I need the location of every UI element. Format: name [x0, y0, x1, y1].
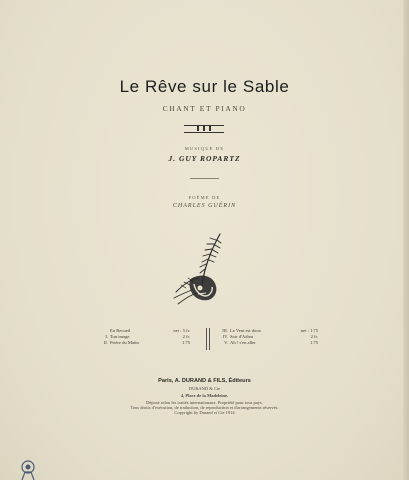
- music-by-label: MUSIQUE DE: [184, 146, 225, 151]
- composer-name: J. GUY ROPARTZ: [168, 154, 241, 163]
- song-price: 2 fr.: [182, 334, 190, 339]
- copyright-line: Copyright by Durand et Cie 1914: [174, 410, 235, 415]
- song-price: net : 1.75: [300, 328, 318, 333]
- song-title: Le Vent est doux: [230, 328, 261, 333]
- song-price: 2 fr.: [310, 334, 318, 339]
- work-title: Le Rêve sur le Sable: [119, 77, 290, 96]
- poet-name: CHARLES GUÉRIN: [172, 203, 237, 209]
- song-number: IV.: [222, 334, 228, 339]
- work-subtitle: CHANT ET PIANO: [162, 104, 247, 113]
- song-number: II.: [103, 340, 108, 345]
- song-title: Prière du Matin: [110, 340, 139, 345]
- song-list-separator: [206, 328, 210, 350]
- song-price: 1.75: [181, 340, 190, 345]
- song-price: net : 5 fr.: [173, 328, 190, 333]
- library-stamp-icon: [18, 458, 38, 480]
- roman-numeral-ornament: [184, 125, 224, 133]
- song-title: En Recueil: [110, 328, 131, 333]
- song-list-left: [98, 328, 190, 346]
- divider-line: [190, 178, 219, 179]
- palm-vignette-illustration: [168, 228, 228, 308]
- publisher-name: Paris, A. DURAND & FILS, Éditeurs: [158, 378, 251, 384]
- song-list-right: [218, 328, 318, 346]
- rights-notice: Tous droits d'exécution, de traduction, de reproduction et d'arrangements réservés.: [130, 405, 279, 410]
- song-price: 1.75: [309, 340, 318, 345]
- song-list: [98, 328, 318, 352]
- song-title: Ah ! s'en aller: [230, 340, 256, 345]
- song-row: [98, 340, 190, 346]
- song-title: Soir d'Adieu: [230, 334, 254, 339]
- song-number: III.: [222, 328, 228, 333]
- song-row: [218, 340, 318, 346]
- poem-by-label: POÈME DE: [188, 195, 221, 200]
- publisher-address: 4, Place de la Madeleine.: [180, 393, 229, 398]
- song-number: I.: [105, 334, 108, 339]
- copyright-notice: Déposé selon les traités internationaux. Propriété pour tous pays.: [146, 400, 263, 405]
- song-title: Ton image: [110, 334, 130, 339]
- song-number: V.: [224, 340, 228, 345]
- publisher-firm: DURAND & Cie: [188, 386, 221, 391]
